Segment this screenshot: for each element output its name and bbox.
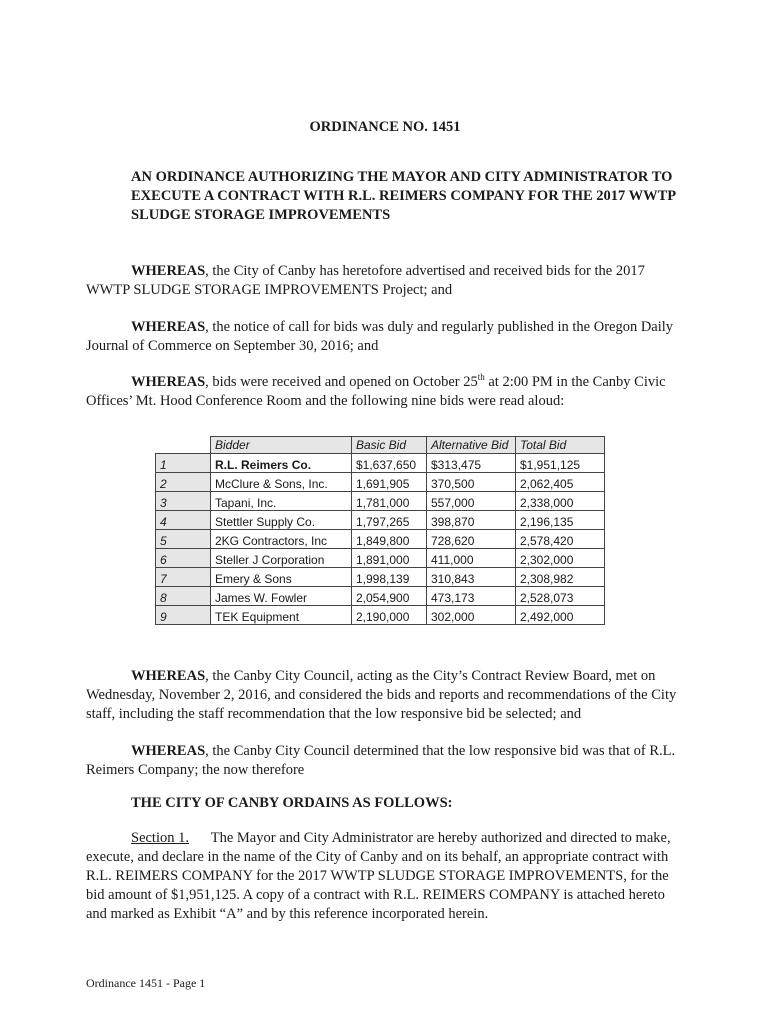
cell-num: 5	[156, 530, 211, 549]
cell-num: 9	[156, 606, 211, 625]
table-row	[156, 587, 605, 606]
cell-basic: 1,781,000	[352, 492, 427, 511]
cell-alt: 557,000	[427, 492, 516, 511]
cell-basic: 1,998,139	[352, 568, 427, 587]
cell-total: 2,308,982	[516, 568, 605, 587]
whereas-label: WHEREAS	[131, 373, 206, 390]
cell-basic: $1,637,650	[352, 454, 427, 473]
cell-total: $1,951,125	[516, 454, 605, 473]
table-row	[156, 568, 605, 587]
cell-total: 2,302,000	[516, 549, 605, 568]
cell-num: 2	[156, 473, 211, 492]
cell-bidder: 2KG Contractors, Inc	[211, 530, 352, 549]
table-header-row	[156, 437, 605, 454]
cell-num: 8	[156, 587, 211, 606]
table-header-alt: Alternative Bid	[427, 437, 516, 454]
page-footer: Ordinance 1451 - Page 1	[86, 976, 206, 990]
cell-alt: 398,870	[427, 511, 516, 530]
cell-basic: 2,054,900	[352, 587, 427, 606]
cell-num: 4	[156, 511, 211, 530]
whereas-label: WHEREAS	[131, 743, 206, 759]
ordains-heading: THE CITY OF CANBY ORDAINS AS FOLLOWS:	[131, 795, 453, 811]
whereas-label: WHEREAS	[131, 668, 206, 684]
whereas-text-3-sup: th	[477, 372, 485, 382]
table-row	[156, 454, 605, 473]
cell-total: 2,338,000	[516, 492, 605, 511]
ordinance-subtitle: AN ORDINANCE AUTHORIZING THE MAYOR AND CITY ADMINISTRATOR TO EXECUTE A CONTRACT WITH R.L. REIMERS COMPANY FOR THE 2017 WWTP SLUDGE STORAGE IMPROVEMENTS	[131, 169, 676, 223]
bids-table	[155, 436, 605, 625]
whereas-text-2: , the notice of call for bids was duly and regularly published in the Oregon Daily Journal of Commerce on September 30, 2016; and	[86, 319, 674, 354]
table-header-total: Total Bid	[516, 437, 605, 454]
table-row	[156, 606, 605, 625]
cell-alt: 728,620	[427, 530, 516, 549]
cell-bidder: Emery & Sons	[211, 568, 352, 587]
ordinance-title: ORDINANCE NO. 1451	[309, 119, 461, 135]
whereas-label: WHEREAS	[131, 263, 206, 279]
whereas-paragraph-2	[86, 318, 686, 356]
cell-bidder: R.L. Reimers Co.	[211, 454, 352, 473]
whereas-text-1: , the City of Canby has heretofore advertised and received bids for the 2017 WWTP SLUDGE STORAGE IMPROVEMENTS Project; and	[86, 263, 645, 298]
cell-total: 2,196,135	[516, 511, 605, 530]
section-1-paragraph	[86, 829, 686, 924]
whereas-paragraph-4	[86, 667, 686, 724]
cell-alt: 370,500	[427, 473, 516, 492]
cell-basic: 1,797,265	[352, 511, 427, 530]
cell-basic: 1,891,000	[352, 549, 427, 568]
cell-alt: 473,173	[427, 587, 516, 606]
cell-basic: 1,691,905	[352, 473, 427, 492]
table-row	[156, 511, 605, 530]
cell-total: 2,578,420	[516, 530, 605, 549]
cell-alt: 310,843	[427, 568, 516, 587]
whereas-text-3a: , bids were received and opened on October 25	[205, 373, 478, 390]
cell-basic: 1,849,800	[352, 530, 427, 549]
cell-num: 7	[156, 568, 211, 587]
section-1-label: Section 1.	[131, 830, 189, 846]
table-header-basic: Basic Bid	[352, 437, 427, 454]
cell-bidder: James W. Fowler	[211, 587, 352, 606]
table-header-blank	[156, 437, 211, 454]
whereas-text-5: , the Canby City Council determined that the low responsive bid was that of R.L. Reimers Company; the now therefore	[86, 743, 676, 778]
cell-num: 3	[156, 492, 211, 511]
cell-total: 2,492,000	[516, 606, 605, 625]
table-row	[156, 492, 605, 511]
cell-bidder: McClure & Sons, Inc.	[211, 473, 352, 492]
table-row	[156, 473, 605, 492]
whereas-text-3b: at 2:00 PM in the Canby Civic Offices’ Mt. Hood Conference Room and the following nine bids were read aloud:	[86, 373, 666, 409]
cell-basic: 2,190,000	[352, 606, 427, 625]
cell-alt: 411,000	[427, 549, 516, 568]
table-row	[156, 549, 605, 568]
whereas-text-4: , the Canby City Council, acting as the City’s Contract Review Board, met on Wednesday, November 2, 2016, and considered the bids and reports and recommendations of the City staff, including the staff recommendation that the low responsive bid be selected; and	[86, 668, 677, 722]
cell-bidder: TEK Equipment	[211, 606, 352, 625]
cell-bidder: Tapani, Inc.	[211, 492, 352, 511]
cell-total: 2,528,073	[516, 587, 605, 606]
whereas-paragraph-1	[86, 262, 686, 300]
cell-total: 2,062,405	[516, 473, 605, 492]
whereas-label: WHEREAS	[131, 319, 206, 335]
whereas-paragraph-3	[86, 368, 686, 411]
cell-num: 6	[156, 549, 211, 568]
cell-alt: $313,475	[427, 454, 516, 473]
whereas-paragraph-5	[86, 742, 686, 780]
cell-alt: 302,000	[427, 606, 516, 625]
section-1-text: The Mayor and City Administrator are hereby authorized and directed to make, execute, and declare in the name of the City of Canby and on its behalf, an appropriate contract with R.L. REIMERS COMPANY for the 2017 WWTP SLUDGE STORAGE IMPROVEMENTS, for the bid amount of $1,951,125. A copy of a contract with R.L. REIMERS COMPANY is attached hereto and marked as Exhibit “A” and by this reference incorporated herein.	[86, 830, 671, 922]
table-header-bidder: Bidder	[211, 437, 352, 454]
cell-num: 1	[156, 454, 211, 473]
cell-bidder: Stettler Supply Co.	[211, 511, 352, 530]
cell-bidder: Steller J Corporation	[211, 549, 352, 568]
table-row	[156, 530, 605, 549]
